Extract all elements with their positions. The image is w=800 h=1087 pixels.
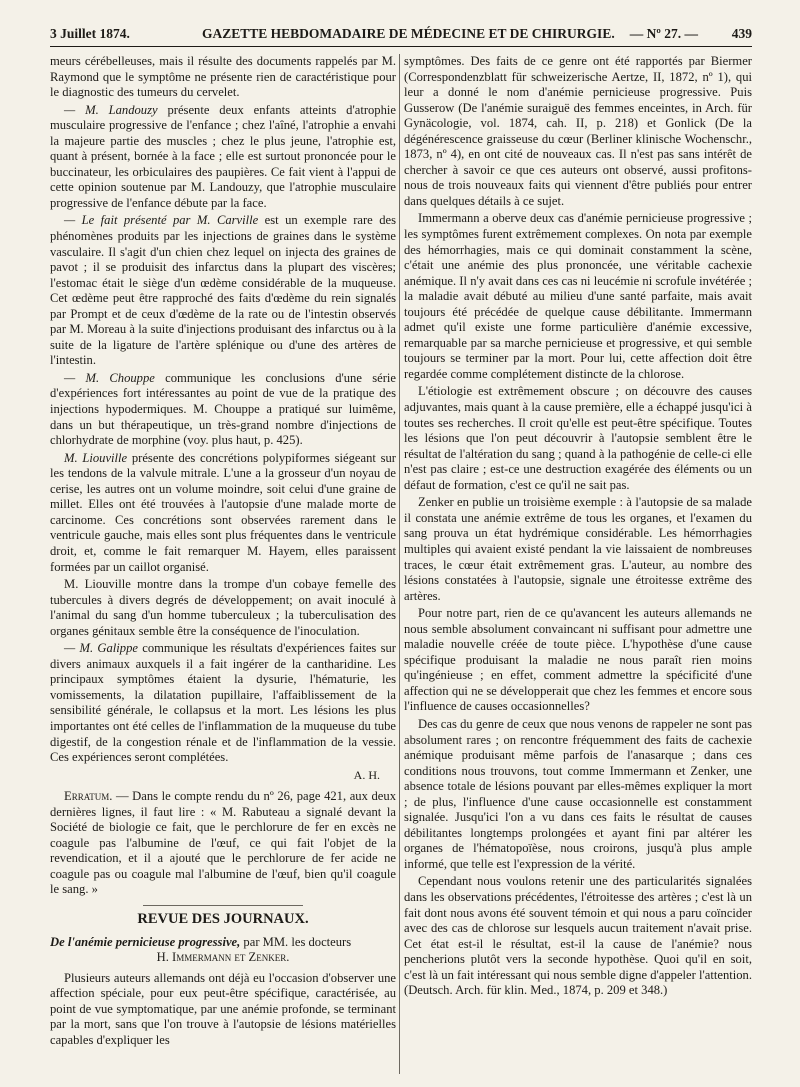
paragraph-body: est un exemple rare des phénomènes produits par les injections de graines dans le système vasculaire. Il s'agit d'un chien chez lequel on injecta des graines de pavot ; il se produisit des infarctus dans la plupart des viscères; l'estomac était le siège d'un œdème considérable de la muqueuse. Cet œdème peut être rapproché des faits d'œdème du rein signalés par Prompt et de ceux d'œdème de la rate ou de l'intestin observés par M. Moreau à la suite d'injections produisant des infarctus ou à la suite de la ligature de l'artère splénique ou d'une des artères de l'intestin. (50, 213, 396, 368)
paragraph-galippe (50, 641, 396, 765)
paragraph-cas: Des cas du genre de ceux que nous venons de rappeler ne sont pas absolument rares ; on rencontre fréquemment des faits de cachexie anémique produisant même parfois de l'anasarque ; dans ces conditions nous trouvons, tout comme Immermann et Zenker, une absence totale de lésions pouvant par elles-mêmes expliquer la mort ; de plus, l'influence d'une cause occasionnelle est constamment signalée. Jusqu'ici l'on a vu dans ces faits le résultat de causes débilitantes longtemps prolongées et ayant fini par altérer les organes de l'hématopoïèse, nous croirons, jusqu'à plus ample informé, que telle est l'expression de la vérité. (404, 716, 752, 871)
header-journal-title: GAZETTE HEBDOMADAIRE DE MÉDECINE ET DE CHIRURGIE. (202, 26, 615, 41)
right-column (404, 54, 752, 1074)
paragraph-anemie-intro: Plusieurs auteurs allemands ont déjà eu l'occasion d'observer une affection spéciale, pour eux peut-être spécifique, caractérisée, au point de vue symptomatique, par une anémie profonde, se terminant par la mort, sans que l'on trouve à l'autopsie de lésions matérielles capables d'expliquer les (50, 970, 396, 1047)
paragraph-lead: M. Liouville (64, 450, 128, 465)
paragraph-opinion: Pour notre part, rien de ce qu'avancent les auteurs allemands ne nous semble absolument convaincant ni suffisant pour admettre une maladie nouvelle créée de toute pièce. L'hypothèse d'une cause spécifique produisant la maladie ne nous paraît rien moins qu'ingénieuse ; en effet, comment admettre la spécificité d'une affection qui ne se développerait que chez les femmes et encore sous l'influence de causes occasionnelles? (404, 606, 752, 714)
left-column (50, 54, 396, 1074)
header-page-number: 439 (731, 26, 752, 41)
paragraph-zenker: Zenker en publie un troisième exemple : à l'autopsie de sa malade il constata une anémie extrême de tous les organes, et l'examen du sang prouva un état hydrémique considérable. Les hémorrhagies multiples qui avaient existé pendant la vie laissaient de nombreuses traces, le cœur était extrêmement gras. L'auteur, au nombre des lésions constatées à l'autopsie, signale une étroitesse extrême des artères. (404, 495, 752, 603)
erratum-body: — Dans le compte rendu du nº 26, page 421, aux deux dernières lignes, il faut lire : « M. Rabuteau a signalé devant la Société de biologie ce fait, que le perchlorure de fer en excès ne coagule pas l'albumine de l'œuf, ce qui fait l'objet de la revendication, et il a ajouté que le perchlorure de fer acide ne coagule pas ou coagule mal l'albumine de l'œuf, bien qu'il coagule le sang. » (50, 789, 396, 897)
paragraph-body: présente des concrétions polypiformes siégeant sur les tendons de la valvule mitrale. L'une a la grosseur d'un noyau de cerise, les autres ont un volume moindre, soit celui d'une graine de millet. Elles ont été trouvées à l'autopsie d'une malade morte de carcinome. Ces concrétions sont observées rarement dans le ventricule gauche, mais elles sont plus fréquentes dans le ventricule droit, et, comme le fait remarquer M. Hayem, elles paraissent formées par un caillot organisé. (50, 450, 396, 574)
paragraph-continuation: meurs cérébelleuses, mais il résulte des documents rappelés par M. Raymond que le symptôme ne présente rien de caractéristique pour le diagnostic des tumeurs du cervelet. (50, 54, 396, 100)
section-title: REVUE DES JOURNAUX. (137, 910, 309, 927)
erratum-label: Erratum. (64, 789, 113, 804)
paragraph-conclusion: Cependant nous voulons retenir une des particularités signalées dans les observations précédentes, l'étroitesse des artères ; c'est là un fait dont nous avons été souvent témoin et qui nous a paru coïncider avec des cas de chlorose sur lesquels aucun traitement n'avait prise. Cet état est-il le résultat, est-il la cause de l'anémie? nous pencherions plutôt vers la seconde hypothèse. Quoi qu'il en soit, c'est là un fait intéressant qui nous semble digne d'appeler l'attention. (Deutsch. Arch. für klin. Med., 1874, p. 209 et 348.) (404, 874, 752, 998)
paragraph-body: communique les résultats d'expériences faites sur divers animaux auxquels il a fait ingérer de la cantharidine. Les principaux symptômes étaient la dysurie, l'hématurie, les vomissements, la dilatation pupillaire, l'affaiblissement de la sensibilité générale, le collapsus et la mort. Les lésions les plus importantes ont été celles de l'inflammation de la muqueuse du tube digestif, de la congestion rénale et de l'inflammation de la vessie. Ces expériences seront complétées. (50, 641, 396, 765)
paragraph-liouville-tubercules: M. Liouville montre dans la trompe d'un cobaye femelle des tubercules à divers degrés de développement; on avait inoculé à l'animal du sang d'un homme tuberculeux ; la tuberculisation des organes génitaux semble être la conséquence de l'inoculation. (50, 577, 396, 638)
article-title (50, 935, 396, 951)
paragraph-body: communique les conclusions d'une série d'expériences fort intéressantes au point de vue de la pratique des injections hypodermiques. M. Chouppe a pratiqué sur luimême, dans un but thérapeutique, un très-grand nombre d'injections de chlorhydrate de morphine (voy. plus haut, p. 425). (50, 370, 396, 448)
paragraph-continuation: symptômes. Des faits de ce genre ont été rapportés par Biermer (Correspondenzblatt für schweizerische Aertze, II, 1872, nº 1), qui leur a donné le nom d'anémie pernicieuse progressive. Puis Gusserow (De l'anémie suraiguë des femmes enceintes, in Arch. für Gynäcologie, vol. 1874, cah. II, p. 218) et Gonlick (De la dégénérescence graisseuse du cœur (Berliner klinische Wochenschr., 1873, nº 4), en ont cité de nouveaux cas. Il n'est pas sans intérêt de chercher à savoir ce que ces auteurs ont observé, aussi profitons-nous de trois nouveaux faits qui viennent d'être publiés pour entrer dans quelques détails à ce sujet. (404, 54, 752, 208)
erratum-paragraph (50, 789, 396, 898)
paragraph-lead: — Le fait présenté par M. Carville (64, 213, 259, 228)
signature: A. H. (353, 767, 380, 782)
header-date: 3 Juillet 1874. (50, 26, 130, 41)
paragraph-liouville (50, 451, 396, 575)
header-issue-number: — Nº 27. — (629, 26, 698, 41)
article-title-suffix: par MM. les docteurs (240, 934, 352, 949)
paragraph-immermann: Immermann a oberve deux cas d'anémie pernicieuse progressive ; les symptômes furent extrêmement complexes. On nota par exemple des hémorrhagies, mais ce qui dominait constamment la scène, c'était une anémie des plus prononcée, une véritable cachexie anémique. Il n'y avait dans ces cas ni leucémie ni scrofule invétérée ; la maladie avait débuté au milieu d'une santé parfaite, mais avait toujours été précédée de quelque cause débilitante. Immermann admet qu'il existe une forme particulière d'anémie excessive, remarquable par sa marche pernicieuse et progressive, et qui semble toujours se terminer par la mort. Pour lui, cette affection doit être regardée comme complétement distincte de la chlorose. (404, 211, 752, 381)
paragraph-etiologie: L'étiologie est extrêmement obscure ; on découvre des causes adjuvantes, mais quant à la cause première, elle a échappé jusqu'ici à toutes ses recherches. Il croit qu'elle est peut-être spécifique. Toutes les lésions que l'on peut découvrir à l'autopsie semblent être le résultat de l'altération du sang ; quand à la pathogénie de celle-ci elle n'est pas claire ; est-ce une destruction exagérée des éléments ou un défaut de formation, c'est ce qu'il ne sait pas. (404, 384, 752, 492)
section-rule (143, 905, 303, 906)
page-header (50, 22, 752, 44)
paragraph-carville (50, 213, 396, 368)
paragraph-body: présente deux enfants atteints d'atrophie musculaire progressive de l'enfance ; chez l'aîné, l'atrophie a envahi la majeure partie des muscles ; chez le plus jeune, l'atrophie est, quant à présent, bornée à la face ; elle est surtout prononcée pour le buccinateur, les orbiculaires des paupières. Ce fait vient à l'appui de cette opinion soutenue par M. Landouzy, que l'atrophie musculaire progressive de l'enfance débute par la face. (50, 102, 396, 210)
paragraph-chouppe (50, 371, 396, 449)
paragraph-lead: — M. Chouppe (64, 370, 155, 385)
paragraph-lead: — M. Galippe (64, 641, 138, 656)
paragraph-lead: — M. Landouzy (64, 102, 158, 117)
paragraph-landouzy (50, 103, 396, 212)
column-divider (399, 54, 400, 1074)
header-rule (50, 46, 752, 47)
article-title-main: De l'anémie pernicieuse progressive, (50, 934, 241, 949)
article-authors: H. Immermann et Zenker. (156, 950, 290, 965)
